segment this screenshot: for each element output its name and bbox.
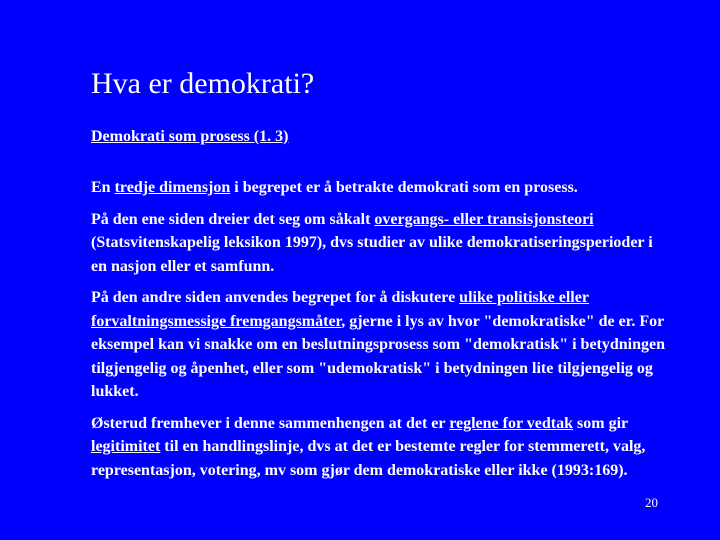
paragraph-procedures (91, 286, 671, 404)
paragraph-text: Østerud fremhever i denne sammenhengen at det er (91, 414, 450, 432)
slide-subtitle: Demokrati som prosess (1. 3) (91, 128, 289, 145)
paragraph-text: På den andre siden anvendes begrepet for å diskutere (91, 289, 460, 306)
paragraph-transition-theory (91, 208, 671, 279)
paragraph-text: som gir (573, 414, 628, 432)
paragraph-osterud (91, 412, 671, 483)
underlined-term: overgangs- eller transisjonsteori (374, 210, 594, 228)
underlined-term: tredje dimensjon (114, 179, 231, 196)
paragraph-text: (Statsvitenskapelig leksikon 1997), dvs studier av ulike demokratiseringsperioder i en nasjon eller et samfunn. (91, 234, 653, 275)
underlined-term: legitimitet (91, 438, 161, 455)
paragraph-text: , gjerne i lys av hvor "demokratiske" de er. For eksempel kan vi snakke om en beslutningsprosess som "demokratisk" i betydningen tilgjengelig og åpenhet, eller som "udemokratisk" i betydningen lite tilgjengelig og lukket. (91, 312, 666, 400)
paragraph-text: til en handlingslinje, dvs at det er bestemte regler for stemmerett, valg, representasjon, votering, mv som gjør dem demokratiske eller ikke (1993:169). (91, 438, 646, 479)
underlined-term: reglene for vedtak (449, 414, 574, 432)
page-number: 20 (645, 495, 658, 510)
slide-title: Hva er demokrati? (91, 67, 315, 100)
underlined-term: ulike politiske eller forvaltningsmessige fremgangsmåter (91, 289, 589, 330)
paragraph-text: i begrepet er å betrakte demokrati som en prosess. (230, 179, 578, 196)
paragraph-third-dimension (91, 176, 671, 200)
paragraph-text: En (91, 179, 115, 196)
slide-body (91, 176, 671, 490)
paragraph-text: På den ene siden dreier det seg om såkalt (91, 210, 375, 228)
